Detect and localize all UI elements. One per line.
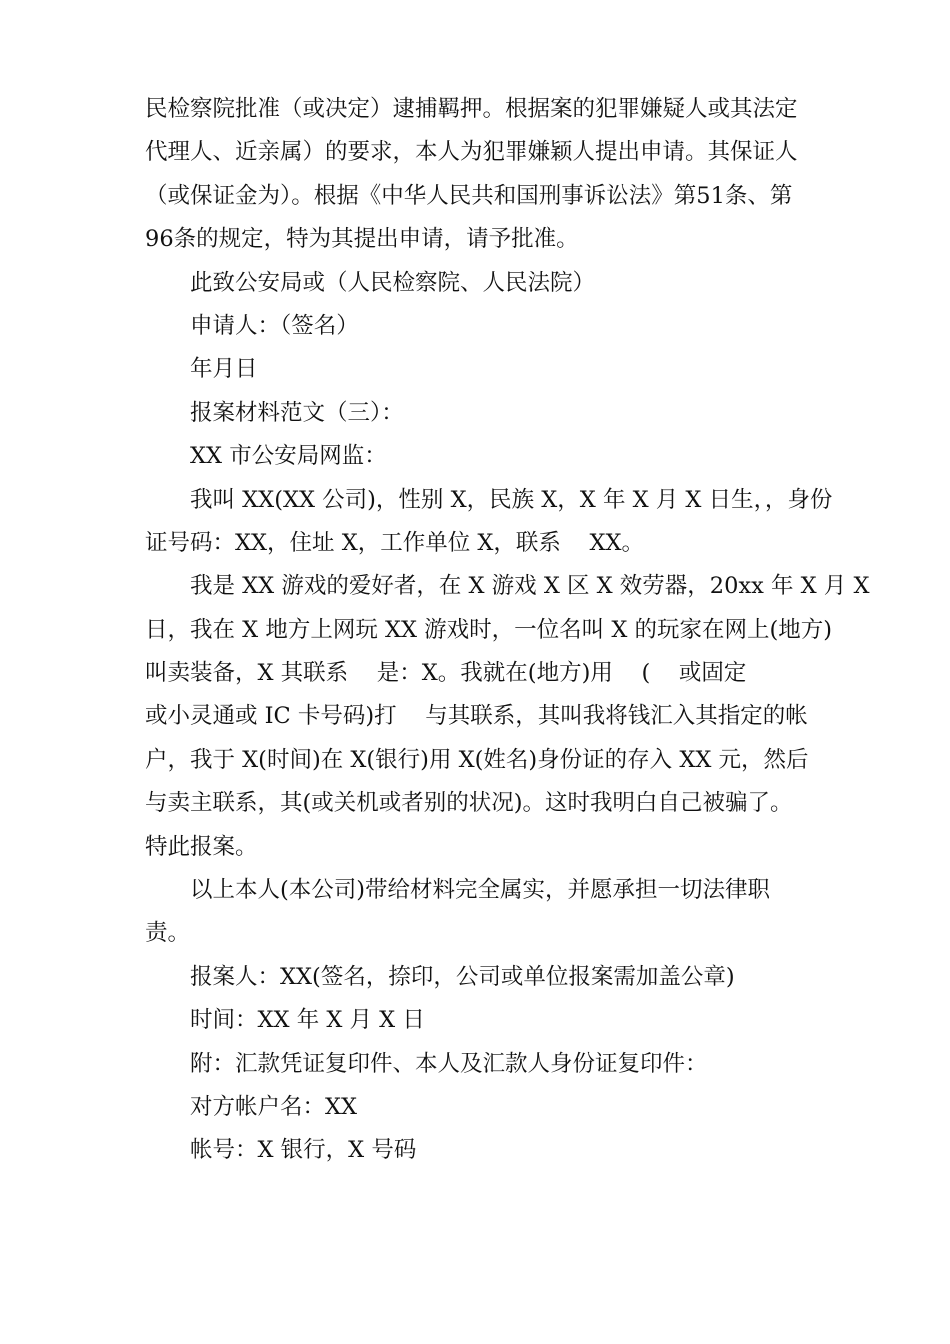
paragraph-line: 户，我于 X(时间)在 X(银行)用 X(姓名)身份证的存入 XX 元，然后 xyxy=(145,746,809,773)
paragraph-line: 以上本人(本公司)带给材料完全属实，并愿承担一切法律职 xyxy=(190,877,771,904)
salutation-line: 此致公安局或（人民检察院、人民法院） xyxy=(190,269,596,296)
paragraph-line: 96条的规定，特为其提出申请，请予批准。 xyxy=(145,226,579,253)
paragraph-line: 责。 xyxy=(145,920,191,947)
paragraph-line: 民检察院批准（或决定）逮捕羁押。根据案的犯罪嫌疑人或其法定 xyxy=(145,96,798,122)
account-number-line: 帐号：X 银行，X 号码 xyxy=(190,1137,417,1164)
document-body xyxy=(145,88,870,1173)
reporter-line: 报案人：XX(签名，捺印，公司或单位报案需加盖公章) xyxy=(190,963,735,990)
paragraph-line: 与卖主联系，其(或关机或者别的状况)。这时我明白自己被骗了。 xyxy=(145,790,793,817)
paragraph-line: 我叫 XX(XX 公司)，性别 X，民族 X，X 年 X 月 X 日生，，身份 xyxy=(190,486,833,513)
attachment-line: 附：汇款凭证复印件、本人及汇款人身份证复印件： xyxy=(190,1050,708,1077)
account-name-line: 对方帐户名：XX xyxy=(190,1093,358,1120)
paragraph-line: 叫卖装备，X 其联系 是：X。我就在(地方)用 ( 或固定 xyxy=(145,660,747,687)
paragraph-line: 特此报案。 xyxy=(145,833,258,860)
applicant-signature-line: 申请人：（签名） xyxy=(190,312,359,339)
paragraph-line: 日，我在 X 地方上网玩 XX 游戏时，一位名叫 X 的玩家在网上(地方) xyxy=(145,616,833,643)
section-heading: 报案材料范文（三）： xyxy=(190,399,404,426)
date-line: 年月日 xyxy=(190,356,258,383)
paragraph-line: （或保证金为）。根据《中华人民共和国刑事诉讼法》第51条、第 xyxy=(145,182,793,209)
addressee-line: XX 市公安局网监： xyxy=(190,443,387,470)
paragraph-line: 代理人、近亲属）的要求，本人为犯罪嫌颖人提出申请。其保证人 xyxy=(145,139,798,166)
time-line: 时间：XX 年 X 月 X 日 xyxy=(190,1007,425,1034)
paragraph-line: 我是 XX 游戏的爱好者，在 X 游戏 X 区 X 效劳器，20xx 年 X 月 X xyxy=(190,573,870,600)
paragraph-line: 或小灵通或 IC 卡号码)打 与其联系，其叫我将钱汇入其指定的帐 xyxy=(145,703,808,730)
paragraph-line: 证号码：XX，住址 X，工作单位 X，联系 XX。 xyxy=(145,529,645,556)
